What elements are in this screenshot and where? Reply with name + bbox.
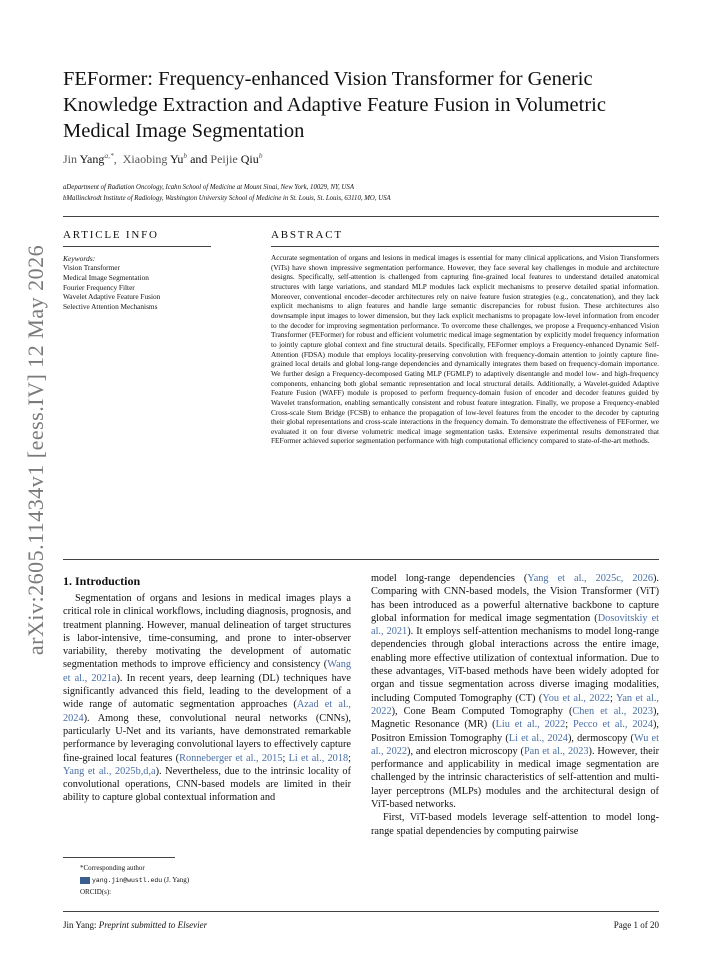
intro-paragraph-2: First, ViT-based models leverage self-attention to model long-range spatial dependencies by computing pairwise	[371, 812, 659, 837]
citation-link[interactable]: Yang et al., 2025b,d,a	[63, 765, 156, 777]
email-icon	[80, 877, 90, 884]
footer-author: Jin Yang:	[63, 920, 97, 930]
citation-link[interactable]: Yan et al., 2022	[371, 692, 659, 717]
footnote-rule	[63, 857, 175, 858]
keyword: Fourier Frequency Filter	[63, 282, 135, 292]
author-2: Xiaobing Yu$^b$	[122, 151, 188, 166]
abstract-rule	[271, 246, 659, 247]
keywords-label: Keywords:	[63, 254, 96, 263]
citation-link[interactable]: Chen et al., 2023	[572, 705, 653, 717]
footer-note: Preprint submitted to Elsevier	[98, 920, 208, 930]
keyword: Vision Transformer	[63, 263, 120, 272]
citation-link[interactable]: Azad et al., 2024	[63, 699, 351, 724]
citation-link[interactable]: Ronneberger et al., 2015	[179, 752, 283, 764]
citation-link[interactable]: Wang et al., 2021a	[63, 659, 351, 684]
author-1: Jin Yang$^{a,*}$	[63, 151, 114, 166]
citation-link[interactable]: Liu et al., 2022	[495, 719, 566, 731]
running-footer	[63, 920, 207, 930]
authors-and: and	[190, 152, 208, 166]
citation-link[interactable]: Yang et al., 2025c, 2026	[527, 573, 653, 584]
abstract-text: Accurate segmentation of organs and lesions in medical images is essential for many clinical applications, and Vision Transformers (ViTs) have shown impressive segmentation performance. However, they face several key challenges in module and architecture designs. Specifically, self-attention is challenged from capturing fine-grained local features to understand detailed anatomical structures with large variations, and standard MLP modules lack explicit mechanisms to preserve detailed spatial information. Moreover, conventional encoder–decoder architectures rely on naive feature fusion strategies (e.g., concatenation), and they lack explicit mechanisms to align features and handle large semantic discrepancies for robust fusion. These architectures also downsample input images to lower dimension, but they lack explicit mechanisms to propagate low-level information from encoder to the decoder for improving segmentation performance. To overcome these challenges, we propose a Frequency-enhanced Vision Transformer (FEFormer) for robust and efficient volumetric medical image segmentation by explicitly model frequency information to jointly capture global context and fine structural details. Specifically, FEFormer employs a Frequency-enhanced Dynamic Self-Attention (FDSA) module that employs locality-preserving convolution with frequency-domain attention to jointly capture fine-grained local details and global long-range dependencies and dynamically integrates them based on frequency-domain importance. We further design a Frequency-decomposed Gating MLP (FGMLP) to adaptively disentangle and model low- and high-frequency components, enhancing both global semantic representation and local structural details. Additionally, a Wavelet-guided Adaptive Feature Fusion (WAFF) module is proposed to perform frequency-domain fusion of encoder and decoder features guided by Wavelet transformation, enabling semantically consistent and robust feature integration. Finally, we propose a Frequency-enabled Cross-scale Stem Bridge (FCSB) to enhance the propagation of low-level features from the encoder to the decoder by capturing their global representations and cross-scale interactions in the frequency domain. To demonstrate the effectiveness of FEFormer, we evaluated it on four diverse volumetric medical image segmentation tasks. Extensive experimental results demonstrated that FEFormer achieved superior segmentation performance with high computational efficiency compared to state-of-the-art methods.	[271, 253, 659, 446]
author-list: Jin Yang$^{a,*}$, Xiaobing Yu$^b$ and Peijie Qiu$^b$	[63, 151, 263, 166]
intro-paragraph-1: Segmentation of organs and lesions in medical images plays a critical role in clinical workflows, including diagnosis, prognosis, and treatment planning. However, manual delineation of target structures is labor-intensive, time-consuming, and prone to inter-observer variability, thereby motivating the development of automatic segmentation methods to improve efficiency and consistency (Wang et al., 2021a). In recent years, deep learning (DL) techniques have significantly advanced this field, leading to the development of a wide range of automatic segmentation approaches (Azad et al., 2024). Among these, convolutional neural networks (CNNs), particularly U-Net and its variants, have demonstrated remarkable performance by leveraging convolutional layers to effectively capture fine-grained local features (Ronneberger et al., 2015; Li et al., 2018; Yang et al., 2025b,d,a). Nevertheless, due to the intrinsic locality of convolutional operations, CNN-based models are limited in their ability to capture global contextual information and	[63, 593, 352, 804]
citation-link[interactable]: Li et al., 2024	[508, 732, 568, 744]
keyword: Wavelet Adaptive Feature Fusion	[63, 292, 161, 302]
abstract-bottom-divider	[63, 559, 659, 560]
header-divider	[63, 216, 659, 217]
abstract-header: ABSTRACT	[271, 229, 343, 241]
citation-link[interactable]: You et al., 2022	[542, 692, 611, 704]
left-column	[63, 592, 351, 805]
footer-divider	[63, 911, 659, 912]
paper-title: FEFormer: Frequency-enhanced Vision Transformer for Generic Knowledge Extraction and Adaptive Feature Fusion in Volumetric Medical Image Segmentation	[63, 68, 606, 142]
arxiv-identifier: arXiv:2605.11434v1 [eess.IV] 12 May 2026	[23, 244, 48, 656]
right-column	[371, 572, 659, 838]
arxiv-sidebar	[6, 200, 66, 700]
citation-link[interactable]: Pecco et al., 2024	[573, 719, 653, 731]
citation-link[interactable]: Li et al., 2018	[288, 752, 349, 764]
citation-link[interactable]: Pan et al., 2023	[523, 745, 589, 757]
author-email-line: yang.jin@wustl.edu (J. Yang)	[80, 876, 189, 884]
author-email-link[interactable]: yang.jin@wustl.edu	[92, 877, 163, 884]
citation-link[interactable]: Wu et al., 2022	[371, 732, 659, 757]
keywords-list	[63, 263, 253, 312]
corresponding-author-note: *Corresponding author	[80, 864, 145, 872]
article-info-rule	[63, 246, 211, 247]
affiliation-a: aDepartment of Radiation Oncology, Icahn School of Medicine at Mount Sinai, New York, 10029, NY, USA	[63, 184, 354, 191]
orcid-note: ORCID(s):	[80, 888, 112, 896]
author-3: Peijie Qiu$^b$	[210, 151, 263, 166]
keyword: Selective Attention Mechanisms	[63, 302, 158, 312]
citation-link[interactable]: Dosovitskiy et al., 2021	[371, 612, 660, 638]
section-heading: 1. Introduction	[63, 574, 141, 588]
page-number: Page 1 of 20	[613, 920, 659, 930]
article-info-header: ARTICLE INFO	[63, 229, 159, 241]
keyword: Medical Image Segmentation	[63, 272, 149, 282]
intro-paragraph-1-cont: model long-range dependencies (Yang et al., 2025c, 2026). Comparing with CNN-based models, the Vision Transformer (ViT) has been introduced as a powerful alternative backbone to capture global information for medical image segmentation (Dosovitskiy et al., 2021). It employs self-attention mechanisms to model long-range dependencies through global interactions across the entire image, enabling more effective utilization of contextual information. Due to these advantages, ViT-based methods have been widely adopted for organ and tissue segmentation across diverse imaging modalities, including Computed Tomography (CT) (You et al., 2022; Yan et al., 2022), Cone Beam Computed Tomography (Chen et al., 2023), Magnetic Resonance (MR) (Liu et al., 2022; Pecco et al., 2024), Positron Emission Tomography (Li et al., 2024), dermoscopy (Wu et al., 2022), and electron microscopy (Pan et al., 2023). However, their performance and applicability in medical image segmentation are challenged by the intrinsic characteristics of self-attention and multi-layer perceptrons (MLPs) modules and the architectural design of ViT-based networks.	[371, 573, 660, 811]
affiliation-b: bMallinckrodt Institute of Radiology, Washington University School of Medicine in St. Louis, St. Louis, 63110, MO, USA	[63, 195, 391, 202]
